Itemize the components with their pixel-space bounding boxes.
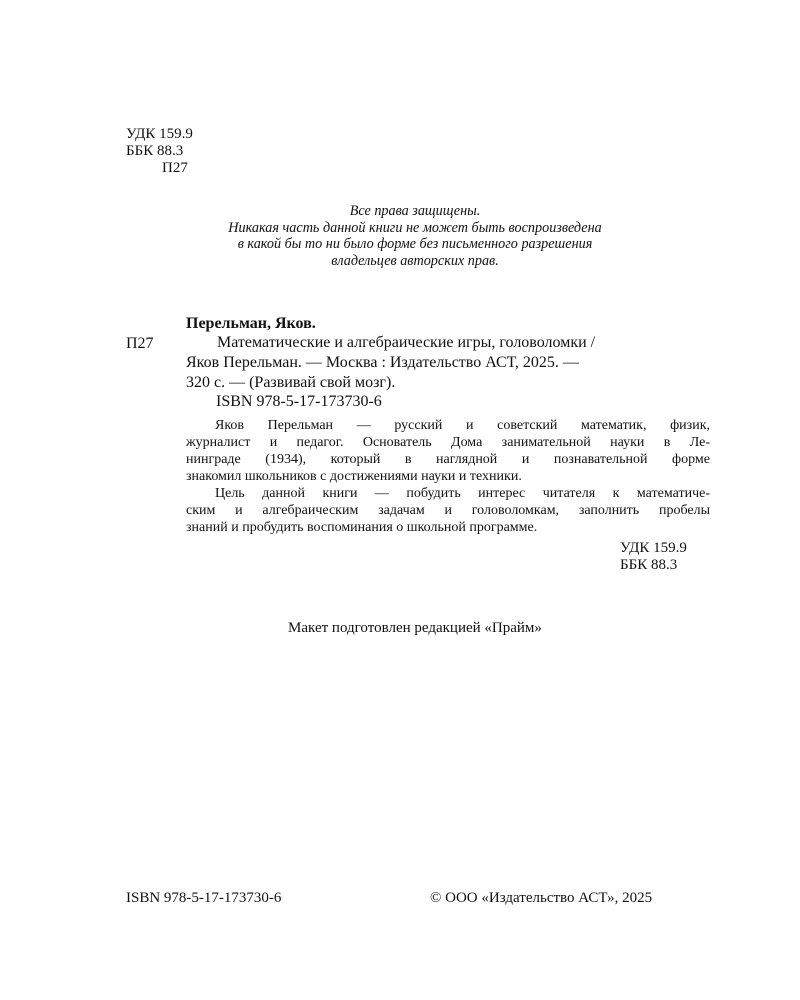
rights-line: в какой бы то ни было форме без письменного разрешения	[237, 236, 593, 252]
annotation-line: Цель данной книги — побудить интерес читателя к математиче-	[215, 486, 710, 501]
footer-copyright: © ООО «Издательство АСТ», 2025	[430, 890, 653, 906]
rights-notice	[170, 203, 660, 269]
title-description	[186, 333, 710, 393]
rights-line: владельцев авторских прав.	[331, 252, 499, 269]
classification-right	[620, 540, 687, 574]
annotation-line: знаний и пробудить воспоминания о школьной программе.	[186, 520, 538, 535]
annotation-line: Яков Перельман — русский и советский математик, физик,	[215, 418, 710, 433]
bbk-code: ББК 88.3	[126, 143, 184, 159]
bbk-code: ББК 88.3	[620, 557, 678, 573]
rights-line: Никакая часть данной книги не может быть воспроизведена	[228, 219, 602, 236]
udk-code: УДК 159.9	[620, 540, 687, 556]
prepared-by-note: Макет подготовлен редакцией «Прайм»	[288, 620, 542, 636]
author-mark: П27	[162, 160, 188, 176]
annotation	[186, 417, 710, 536]
title-line: 320 с. — (Развивай свой мозг).	[186, 374, 396, 391]
author-heading: Перельман, Яков.	[186, 315, 316, 332]
annotation-line: ским и алгебраическим задачам и головоломкам, заполнить пробелы	[186, 503, 710, 518]
annotation-line: знакомил школьников с достижениями науки и техники.	[186, 469, 522, 484]
footer-isbn: ISBN 978-5-17-173730-6	[126, 890, 282, 906]
rights-line: Все права защищены.	[349, 203, 481, 219]
annotation-line: журналист и педагог. Основатель Дома занимательной науки в Ле-	[186, 435, 710, 450]
record-author-code: П27	[126, 335, 154, 352]
annotation-line: нинграде (1934), который в наглядной и познавательной форме	[186, 452, 710, 467]
classification-block	[126, 126, 193, 177]
title-line: Яков Перельман. — Москва : Издательство АСТ, 2025. —	[186, 354, 579, 371]
isbn: ISBN 978-5-17-173730-6	[216, 393, 382, 410]
title-line: Математические и алгебраические игры, головоломки /	[217, 334, 596, 351]
udk-code: УДК 159.9	[126, 126, 193, 142]
